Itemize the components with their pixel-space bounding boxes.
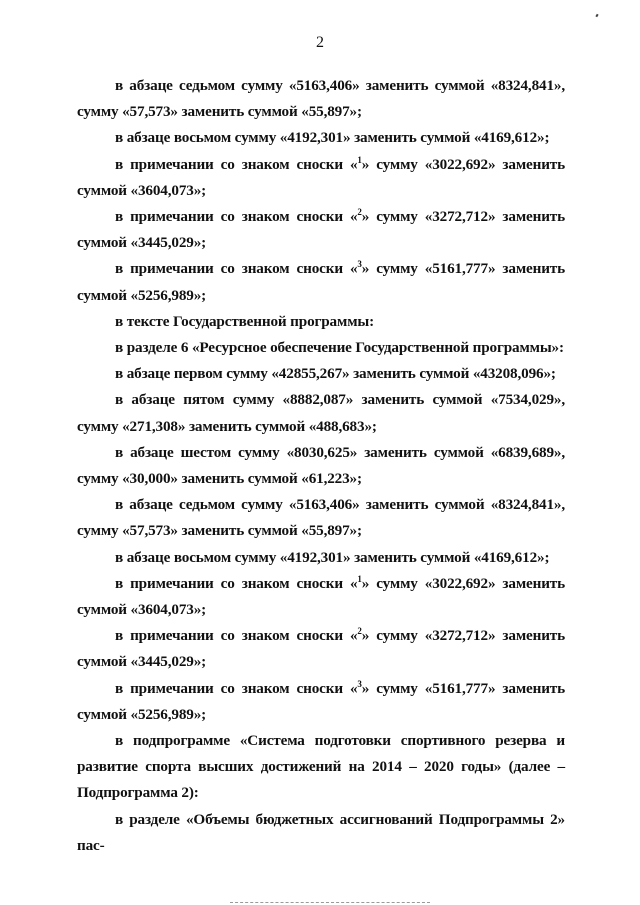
paragraph: в абзаце пятом сумму «8882,087» заменить суммой «7534,029», сумму «271,308» заменить суммой «488,683»;	[77, 391, 565, 435]
footnote-mark: 1	[357, 154, 362, 165]
paragraph: в абзаце восьмом сумму «4192,301» заменить суммой «4169,612»;	[115, 129, 550, 147]
footnote-mark: 1	[357, 573, 362, 584]
paragraph: в разделе «Объемы бюджетных ассигнований Подпрограммы 2» пас-	[77, 810, 565, 854]
paragraph: в разделе 6 «Ресурсное обеспечение Государственной программы»:	[115, 339, 564, 357]
paragraph: в абзаце седьмом сумму «5163,406» заменить суммой «8324,841», сумму «57,573» заменить суммой «55,897»;	[77, 77, 565, 121]
paragraph: в абзаце шестом сумму «8030,625» заменить суммой «6839,689», сумму «30,000» заменить суммой «61,223»;	[77, 443, 565, 488]
scan-mark	[595, 14, 598, 18]
paragraph: в примечании со знаком сноски «$^1$» сумму «3022,692» заменить суммой «3604,073»;	[77, 154, 565, 199]
footnote-mark: 3	[357, 678, 362, 689]
scan-edge	[230, 901, 430, 903]
page-number: 2	[316, 34, 324, 51]
paragraph: в примечании со знаком сноски «$^1$» сумму «3022,692» заменить суммой «3604,073»;	[77, 573, 565, 619]
paragraph: в примечании со знаком сноски «$^2$» сумму «3272,712» заменить суммой «3445,029»;	[77, 206, 565, 252]
footnote-mark: 2	[357, 626, 362, 637]
paragraph: в примечании со знаком сноски «$^3$» сумму «5161,777» заменить суммой «5256,989»;	[77, 678, 565, 723]
paragraph: в абзаце седьмом сумму «5163,406» заменить суммой «8324,841», сумму «57,573» заменить суммой «55,897»;	[77, 496, 565, 540]
footnote-mark: 3	[357, 259, 362, 270]
paragraph: в тексте Государственной программы:	[115, 312, 375, 330]
paragraph: в абзаце первом сумму «42855,267» заменить суммой «43208,096»;	[115, 365, 556, 383]
footnote-mark: 2	[357, 206, 362, 217]
paragraph: в примечании со знаком сноски «$^2$» сумму «3272,712» заменить суммой «3445,029»;	[77, 626, 565, 671]
paragraph: в абзаце восьмом сумму «4192,301» заменить суммой «4169,612»;	[115, 548, 550, 566]
paragraph: в подпрограмме «Система подготовки спортивного резерва и развитие спорта высших достижений на 2014 – 2020 годы» (далее – Подпрограмма 2):	[77, 732, 565, 802]
paragraph: в примечании со знаком сноски «$^3$» сумму «5161,777» заменить суммой «5256,989»;	[77, 259, 565, 304]
document-body	[77, 73, 565, 859]
